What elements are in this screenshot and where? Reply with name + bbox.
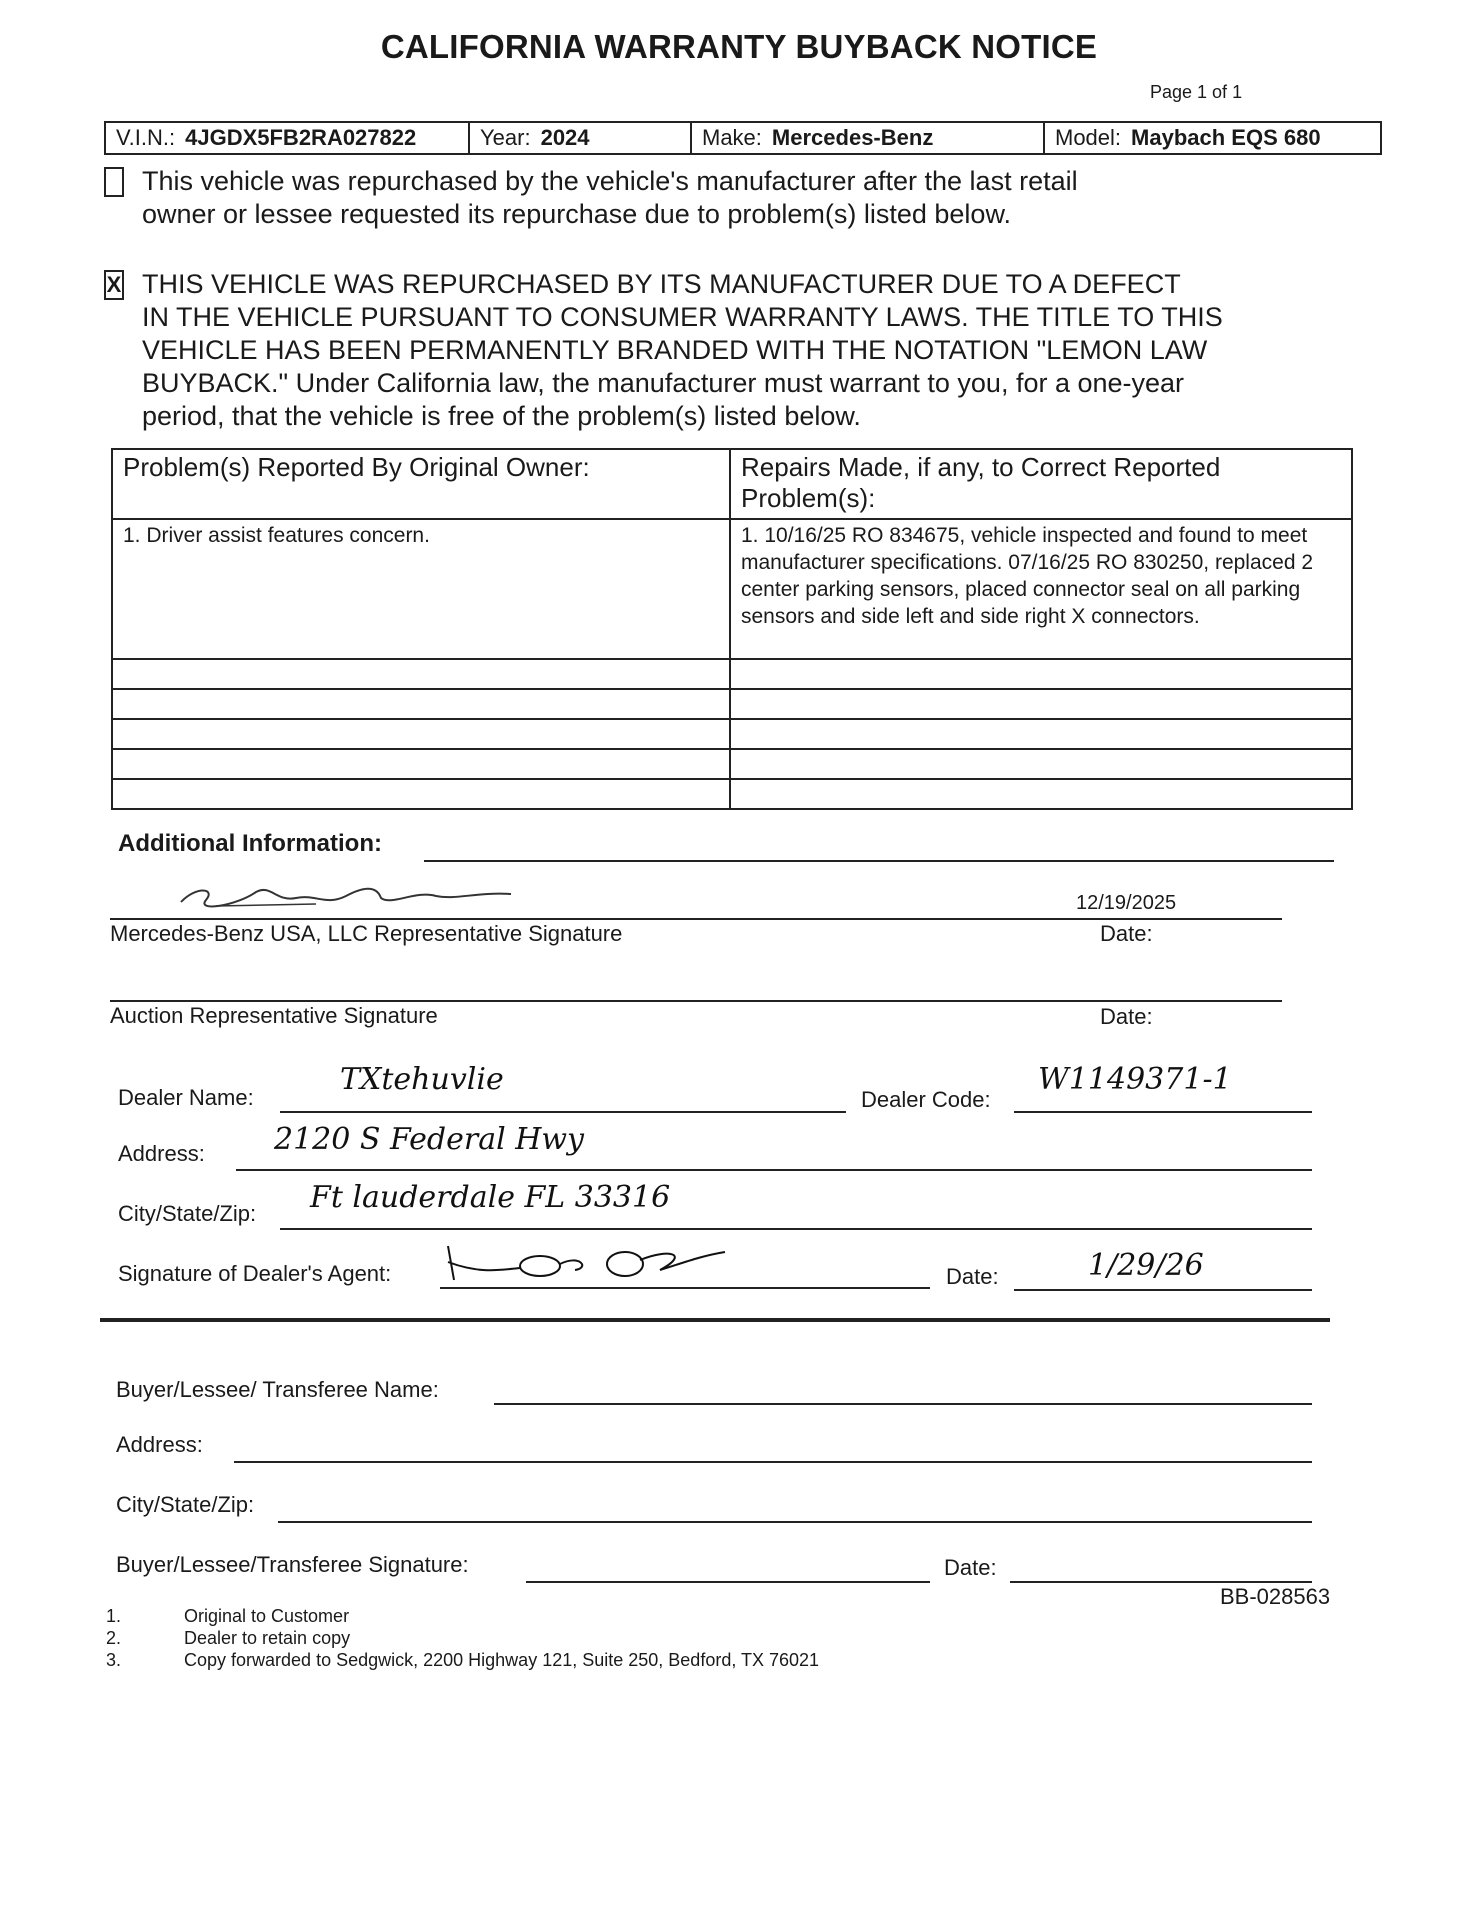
document-title: CALIFORNIA WARRANTY BUYBACK NOTICE <box>380 28 1098 65</box>
dealer-agent-signature-label: Signature of Dealer's Agent: <box>118 1261 392 1286</box>
footnote-item <box>106 1627 819 1649</box>
dealer-name-value: TXtehuvlie <box>340 1062 504 1097</box>
option2-line: THIS VEHICLE WAS REPURCHASED BY ITS MANUFACTURER DUE TO A DEFECT <box>142 269 1181 299</box>
mb-date-label: Date: <box>1100 921 1153 946</box>
dealer-code-label: Dealer Code: <box>861 1087 991 1112</box>
buyer-signature-label: Buyer/Lessee/Transferee Signature: <box>116 1552 469 1577</box>
additional-info-label: Additional Information: <box>118 830 382 857</box>
problems-header: Problem(s) Reported By Original Owner: <box>112 449 730 519</box>
buyer-date-line[interactable] <box>1010 1581 1312 1583</box>
option2-line: IN THE VEHICLE PURSUANT TO CONSUMER WARRANTY LAWS. THE TITLE TO THIS <box>142 302 1223 332</box>
option2-line: period, that the vehicle is free of the problem(s) listed below. <box>142 401 861 431</box>
option2-line: VEHICLE HAS BEEN PERMANENTLY BRANDED WITH THE NOTATION "LEMON LAW <box>142 335 1208 365</box>
footnote-number: 2. <box>106 1628 122 1648</box>
footnote-text: Dealer to retain copy <box>184 1628 351 1648</box>
footnote-number: 1. <box>106 1606 122 1626</box>
option1-checkbox[interactable] <box>104 167 124 197</box>
buyer-city-line[interactable] <box>278 1521 1312 1523</box>
auction-signature-label: Auction Representative Signature <box>110 1003 438 1028</box>
mb-signature-scribble <box>176 876 516 912</box>
footnotes <box>106 1605 819 1671</box>
auction-signature-line[interactable] <box>110 1000 1282 1002</box>
table-row <box>112 519 1352 659</box>
option2-checkbox[interactable]: X <box>104 270 124 300</box>
dealer-name-line[interactable] <box>280 1111 846 1113</box>
table-row-blank <box>112 749 1352 779</box>
model-label: Model: <box>1055 125 1122 150</box>
table-header-row <box>112 449 1352 519</box>
repair-cell: 1. 10/16/25 RO 834675, vehicle inspected and found to meet manufacturer specifications. 07/16/25 RO 830250, replaced 2 center parking sensors, placed connector seal on all parking sensors and side left and side right X connectors. <box>730 519 1352 659</box>
table-row-blank <box>112 719 1352 749</box>
buyer-signature-line[interactable] <box>526 1581 930 1583</box>
blank-cell[interactable] <box>112 749 730 779</box>
option2-text <box>142 268 1223 433</box>
dealer-city-value: Ft lauderdale FL 33316 <box>310 1180 671 1215</box>
footnote-item <box>106 1649 819 1671</box>
blank-cell[interactable] <box>112 719 730 749</box>
mb-signature-line[interactable] <box>110 918 1282 920</box>
table-row-blank <box>112 659 1352 689</box>
dealer-date-label: Date: <box>946 1264 999 1289</box>
repairs-header: Repairs Made, if any, to Correct Reported Problem(s): <box>730 449 1352 519</box>
buyer-name-label: Buyer/Lessee/ Transferee Name: <box>116 1377 439 1402</box>
dealer-code-line[interactable] <box>1014 1111 1312 1113</box>
make-value: Mercedes-Benz <box>771 125 934 150</box>
blank-cell[interactable] <box>112 689 730 719</box>
dealer-address-value: 2120 S Federal Hwy <box>274 1122 585 1157</box>
mb-date-value: 12/19/2025 <box>1076 892 1177 914</box>
blank-cell[interactable] <box>112 779 730 809</box>
page-number: Page 1 of 1 <box>1150 82 1243 102</box>
dealer-city-line[interactable] <box>280 1228 1312 1230</box>
dealer-city-label: City/State/Zip: <box>118 1201 257 1226</box>
section-divider <box>100 1318 1330 1322</box>
model-cell <box>1045 123 1380 153</box>
dealer-date-line[interactable] <box>1014 1289 1312 1291</box>
year-value: 2024 <box>540 125 590 150</box>
vin-cell <box>106 123 470 153</box>
buyer-date-label: Date: <box>944 1555 997 1580</box>
problems-table <box>111 448 1353 810</box>
vin-label: V.I.N.: <box>116 125 176 150</box>
dealer-address-label: Address: <box>118 1141 205 1166</box>
blank-cell[interactable] <box>730 659 1352 689</box>
blank-cell[interactable] <box>730 689 1352 719</box>
blank-cell[interactable] <box>730 719 1352 749</box>
footnote-text: Copy forwarded to Sedgwick, 2200 Highway 121, Suite 250, Bedford, TX 76021 <box>184 1650 820 1670</box>
buyer-address-label: Address: <box>116 1432 203 1457</box>
buyer-address-line[interactable] <box>234 1461 1312 1463</box>
buyer-name-line[interactable] <box>494 1403 1312 1405</box>
vehicle-info-bar <box>104 121 1382 155</box>
table-row-blank <box>112 689 1352 719</box>
footnote-item <box>106 1605 819 1627</box>
dealer-agent-signature-line[interactable] <box>440 1287 930 1289</box>
additional-info-line[interactable] <box>424 860 1334 862</box>
dealer-name-label: Dealer Name: <box>118 1085 254 1110</box>
buyer-city-label: City/State/Zip: <box>116 1492 255 1517</box>
blank-cell[interactable] <box>112 659 730 689</box>
option2-line: BUYBACK." Under California law, the manufacturer must warrant to you, for a one-year <box>142 368 1185 398</box>
dealer-date-value: 1/29/26 <box>1088 1248 1204 1283</box>
year-label: Year: <box>480 125 531 150</box>
dealer-address-line[interactable] <box>236 1169 1312 1171</box>
problem-cell: 1. Driver assist features concern. <box>112 519 730 659</box>
footnote-number: 3. <box>106 1650 122 1670</box>
dealer-agent-signature-scribble <box>440 1240 730 1290</box>
model-value: Maybach EQS 680 <box>1131 125 1321 150</box>
option1-text <box>142 165 1078 231</box>
make-label: Make: <box>702 125 762 150</box>
footnote-text: Original to Customer <box>184 1606 350 1626</box>
table-row-blank <box>112 779 1352 809</box>
make-cell <box>692 123 1045 153</box>
blank-cell[interactable] <box>730 749 1352 779</box>
year-cell <box>470 123 692 153</box>
auction-date-label: Date: <box>1100 1004 1153 1029</box>
dealer-code-value: W1149371-1 <box>1038 1062 1232 1097</box>
vin-value: 4JGDX5FB2RA027822 <box>185 125 417 150</box>
option1-line2: owner or lessee requested its repurchase due to problem(s) listed below. <box>142 199 1011 229</box>
mb-signature-label: Mercedes-Benz USA, LLC Representative Signature <box>110 921 623 946</box>
blank-cell[interactable] <box>730 779 1352 809</box>
form-id: BB-028563 <box>1220 1584 1331 1609</box>
option1-line1: This vehicle was repurchased by the vehicle's manufacturer after the last retail <box>142 166 1078 196</box>
